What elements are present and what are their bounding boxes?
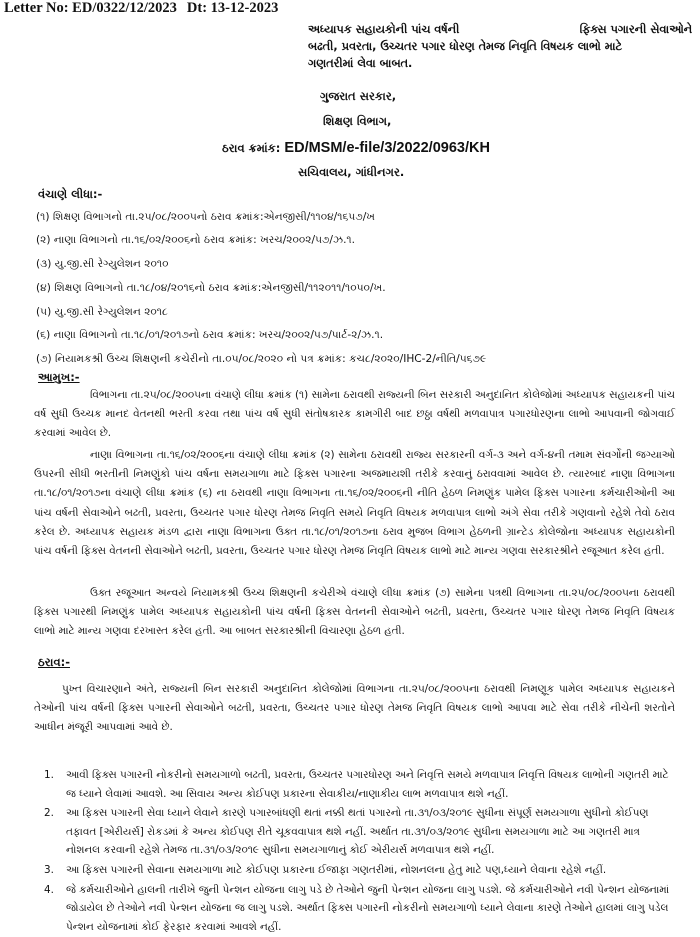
references-heading: વંચાણે લીધા:- bbox=[38, 187, 103, 201]
subject-line-1a: અધ્યાપક સહાયકોની પાંચ વર્ષની bbox=[308, 23, 460, 36]
reference-item: (૫) યુ.જી.સી રેગ્યુલેશન ૨૦૧૮ bbox=[36, 306, 168, 318]
condition-number: 4. bbox=[44, 883, 54, 896]
government-name: ગુજરાત સરકાર, bbox=[320, 89, 397, 103]
letter-date: Dt: 13-12-2023 bbox=[186, 0, 279, 16]
condition-text: આ ફિક્સ પગારની સેવાના સમયગાળા માટે કોઈપણ પ્રકારના ઈજાફા ગણતરીમાં, નોશનલના હેતુ માટે પણ,ધ્યાને લેવાના રહેશે નહીં. bbox=[66, 863, 607, 876]
condition-text: જે કર્મચારીઓને હાલની તારીખે જુની પેન્શન યોજના લાગુ પડે છે તેઓને જુની પેન્શન યોજના લાગુ પડશે. જે કર્મચારીઓને નવી પેન્શન યોજનામાં જોડાયેલ છે તેઓને નવી પેન્શન યોજના જ લાગુ પડશે. અર્થાત ફિક્સ પગારની નોકરીનો સમયગાળો ધ્યાને લેવાના કારણે તેઓને હાલમાં લાગુ પડેલ પેન્શન યોજનામાં કોઈ ફેરફાર કરવામાં આવશે નહીં. bbox=[66, 883, 670, 933]
subject-block bbox=[308, 21, 692, 72]
letter-number-line bbox=[4, 0, 278, 17]
resolution-label: ઠરાવ ક્રમાંક: bbox=[222, 141, 281, 155]
reference-item: (૩) યુ.જી.સી રેગ્યુલેશન ૨૦૧૦ bbox=[36, 258, 169, 270]
condition-number: 2. bbox=[44, 807, 54, 820]
resolution-heading: ઠરાવ:- bbox=[38, 655, 70, 669]
reference-item: (૪) શિક્ષણ વિભાગનો તા.૧૮/૦૪/૨૦૧૬નો ઠરાવ ક્રમાંક:એનજીસી/૧૧૨૦૧૧/૧૦૫૦/ખ. bbox=[36, 282, 386, 294]
department-name: શિક્ષણ વિભાગ, bbox=[323, 114, 392, 128]
preamble-paragraph-2: નાણા વિભાગના તા.૧૬/૦૨/૨૦૦૬ના વંચાણે લીધા ક્રમાંક (૨) સામેના ઠરાવથી રાજ્ય સરકારની વર્ગ-૩ અને વર્ગ-૪ની તમામ સંવર્ગોની જગ્યાઓ ઉપરની સીધી ભરતીની નિમણુંકો પાંચ વર્ષના સમયગાળા માટે ફિક્સ પગારના અજમાયશી તરીકે કરવાનું ઠરાવવામાં આવેલ છે. ત્યારબાદ નાણા વિભાગના તા.૧૮/૦૧/૨૦૧૭ના વંચાણે લીધા ક્રમાંક (૬) ના ઠરાવથી નાણા વિભાગના તા.૧૬/૦૨/૨૦૦૬ની નીતિ હેઠળ નિમણુંક પામેલ ફિક્સ પગારના કર્મચારીઓની આ પાંચ વર્ષની સેવાઓને બઢતી, પ્રવરતા, ઉચ્ચતર પગાર ધોરણ તેમજ નિવૃતિ સમયે નિવૃતિ વિષયક મળવાપાત્ર લાભો અંગે સેવા તરીકે ગણવાનો રહેશે તેવો ઠરાવ કરેલ છે. અધ્યાપક સહાયક મંડળ દ્વારા નાણા વિભાગના ઉક્ત તા.૧૮/૦૧/૨૦૧૭ના ઠરાવ મુજબ વિભાગ હેઠળની ગ્રાન્ટેડ કોલેજોના અધ્યાપક સહાયકોની પાંચ વર્ષની ફિક્સ વેતનની સેવાઓને બઢતી, પ્રવરતા, ઉચ્ચતર પગાર ધોરણ તેમજ નિવૃતિ વિષયક લાભો માટે માન્ય ગણવા સરકારશ્રીને રજૂઆત કરેલ હતી. bbox=[34, 449, 675, 558]
resolution-intro: પુખ્ત વિચારણાને અંતે, રાજ્યની બિન સરકારી અનુદાનિત કોલેજોમાં વિભાગના તા.૨૫/૦૮/૨૦૦૫ના ઠરાવથી નિમણૂક પામેલ અધ્યાપક સહાયકને તેઓની પાંચ વર્ષની ફિક્સ પગારની સેવાઓને બઢતી, પ્રવરતા, ઉચ્ચતર પગાર ધોરણ તેમજ નિવૃતિ વિષયક લાભો આપવા માટે સેવા તરીકે નીચેની શરતોને આધીન મંજૂરી આપવામાં આવે છે. bbox=[34, 683, 675, 734]
reference-item: (૭) નિયામકશ્રી ઉચ્ચ શિક્ષણની કચેરીનો તા.૦૫/૦૮/૨૦૨૦ નો પત્ર ક્રમાંક: કચ૮/૨૦૨૦/IHC-2/નીતિ/૫૬૭૯ bbox=[36, 353, 487, 365]
subject-line-2: બઢતી, પ્રવરતા, ઉચ્ચતર પગાર ધોરણ તેમજ નિવૃતિ વિષયક લાભો માટે bbox=[308, 40, 623, 53]
letter-number: Letter No: ED/0322/12/2023 bbox=[4, 0, 177, 16]
reference-item: (૬) નાણા વિભાગનો તા.૧૮/૦૧/૨૦૧૭નો ઠરાવ ક્રમાંક: ખરચ/૨૦૦૨/૫૭/પાર્ટ-૨/ઝ.૧. bbox=[36, 329, 384, 341]
subject-line-1 bbox=[308, 21, 692, 38]
condition-item bbox=[44, 804, 674, 860]
condition-number: 3. bbox=[44, 863, 54, 876]
preamble-heading: આમુખ:- bbox=[38, 370, 80, 384]
preamble-paragraph-3: ઉક્ત રજૂઆત અન્વયે નિયામકશ્રી ઉચ્ચ શિક્ષણની કચેરીએ વંચાણે લીધા ક્રમાંક (૭) સામેના પત્રથી વિભાગના તા.૨૫/૦૮/૨૦૦૫ના ઠરાવથી ફિક્સ પગારથી નિમણુંક પામેલ અધ્યાપક સહાયકોની પાંચ વર્ષની ફિક્સ વેતનની સેવાઓને બઢતી, પ્રવરતા, ઉચ્ચતર પગાર ધોરણ તેમજ નિવૃતિ વિષયક લાભો માટે માન્ય ગણવા દરખાસ્ત કરેલ હતી. આ બાબત સરકારશ્રીની વિચારણા હેઠળ હતી. bbox=[34, 587, 675, 638]
condition-text: આવી ફિક્સ પગારની નોકરીનો સમયગાળો બઢતી, પ્રવરતા, ઉચ્ચતર પગારધોરણ અને નિવૃત્તિ સમયે મળવાપાત્ર નિવૃત્તિ વિષયક લાભોની ગણતરી માટે જ ધ્યાને લેવામાં આવશે. આ સિવાય અન્ય કોઈપણ પ્રકારના સેવાકીય/નાણાકીય લાભ મળવાપાત્ર થશે નહીં. bbox=[66, 769, 669, 800]
condition-item bbox=[44, 766, 674, 803]
condition-text: આ ફિક્સ પગારની સેવા ધ્યાને લેવાને કારણે પગારબાંધણી થતાં નક્કી થતાં પગારનો તા.૩૧/૦૩/૨૦૧૯ સુધીના સંપૂર્ણ સમયગાળા સુધીનો કોઈપણ તફાવત [એરીયર્સ] રોકડમાં કે અન્ય કોઈપણ રીતે ચૂકવવાપાત્ર થશે નહીં. અર્થાત તા.૩૧/૦૩/૨૦૧૯ સુધીના સમયગાળા માટે આ ગણતરી માત્ર નોશનલ કરવાની રહેશે તેમજ તા.૩૧/૦૩/૨૦૧૯ સુધીના સમયગાળાનું કોઈ એરીયર્સ મળવાપાત્ર થશે નહીં. bbox=[66, 807, 649, 857]
conditions-list bbox=[44, 766, 674, 937]
reference-item: (૧) શિક્ષણ વિભાગનો તા.૨૫/૦૮/૨૦૦૫નો ઠરાવ ક્રમાંક:એનજીસી/૧૧૦૪/૧૬૫૭/ખ bbox=[36, 211, 375, 223]
subject-line-3: ગણતરીમાં લેવા બાબત. bbox=[308, 57, 413, 70]
preamble-paragraph-1: વિભાગના તા.૨૫/૦૮/૨૦૦૫ના વંચાણે લીધા ક્રમાંક (૧) સામેના ઠરાવથી રાજ્યની બિન સરકારી અનુદાનિત કોલેજોમાં અધ્યાપક સહાયકની પાંચ વર્ષ સુધી ઉચ્ચક માનદ વેતનથી ભરતી કરવા તથા પાંચ વર્ષ સુધી સંતોષકારક કામગીરી બાદ છઠ્ઠા વર્ષથી મળવાપાત્ર પગારધોરણના લાભો આપવાની જોગવાઈ કરવામાં આવેલ છે. bbox=[34, 389, 675, 440]
resolution-code: ED/MSM/e-file/3/2022/0963/KH bbox=[284, 140, 490, 156]
condition-number: 1. bbox=[44, 769, 54, 781]
condition-item bbox=[44, 861, 674, 880]
resolution-number-line bbox=[222, 140, 490, 156]
reference-item: (૨) નાણા વિભાગનો તા.૧૬/૦૨/૨૦૦૬નો ઠરાવ ક્રમાંક: ખરચ/૨૦૦૨/૫૭/ઝ.૧. bbox=[36, 234, 355, 246]
subject-line-1b: ફિક્સ પગારની સેવાઓને bbox=[579, 23, 692, 36]
place: સચિવાલય, ગાંધીનગર. bbox=[298, 165, 405, 179]
condition-item bbox=[44, 881, 674, 937]
